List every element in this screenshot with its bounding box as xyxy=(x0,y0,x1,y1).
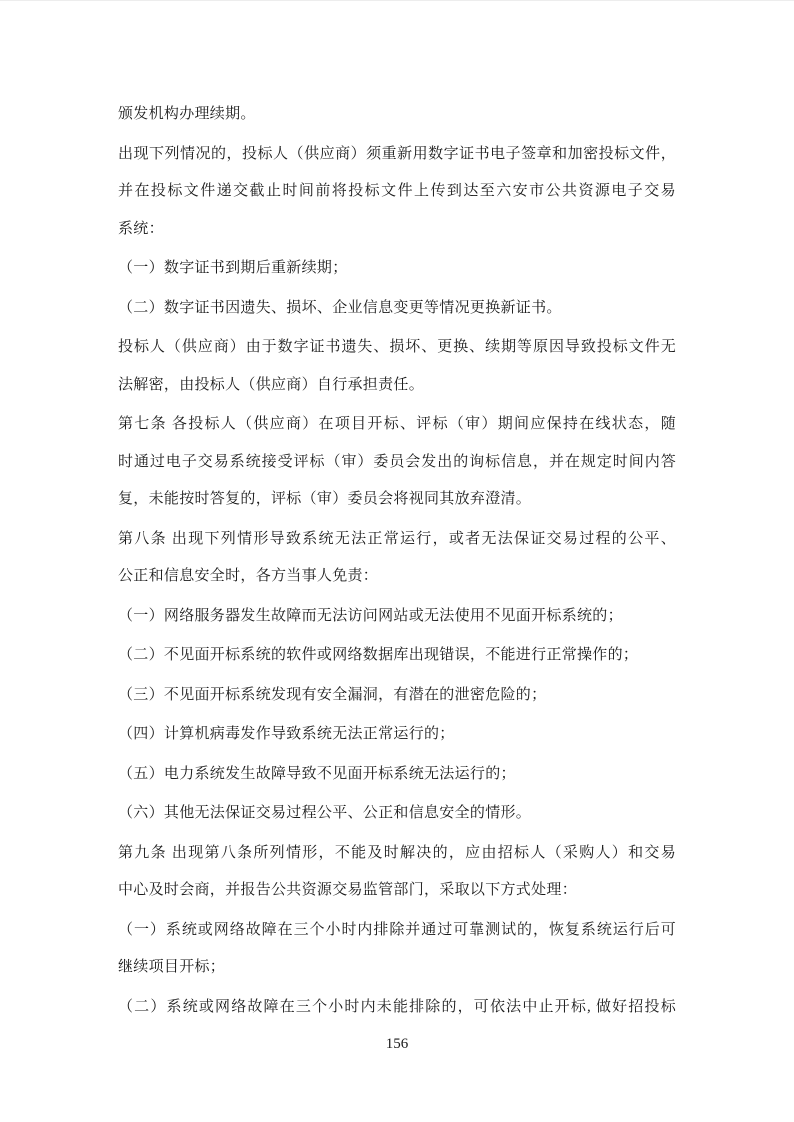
text-line: （一）数字证书到期后重新续期； xyxy=(118,260,348,276)
text-line: 时通过电子交易系统接受评标（审）委员会发出的询标信息，并在规定时间内答 xyxy=(118,453,676,470)
paragraph xyxy=(118,250,676,288)
paragraph xyxy=(118,290,676,328)
text-line: 投标人（供应商）由于数字证书遗失、损坏、更换、续期等原因导致投标文件无 xyxy=(118,339,676,355)
text-line: 第七条 各投标人（供应商）在项目开标、评标（审）期间应保持在线状态，随 xyxy=(118,416,676,432)
text-line: 出现下列情况的，投标人（供应商）须重新用数字证书电子签章和加密投标文件， xyxy=(118,145,676,162)
text-line: （二）系统或网络故障在三个小时内未能排除的，可依法中止开标, 做好招投标 xyxy=(118,998,676,1015)
text-line: 法解密，由投标人（供应商）自行承担责任。 xyxy=(118,376,425,393)
paragraph xyxy=(118,677,676,715)
paragraph xyxy=(118,756,676,794)
text-line: 并在投标文件递交截止时间前将投标文件上传到达至六安市公共资源电子交易 xyxy=(118,183,676,199)
text-line: 第八条 出现下列情形导致系统无法正常运行，或者无法保证交易过程的公平、 xyxy=(118,530,676,547)
paragraph xyxy=(118,912,676,987)
text-line: 第九条 出现第八条所列情形，不能及时解决的，应由招标人（采购人）和交易 xyxy=(118,844,676,861)
text-line: 公正和信息安全时，各方当事人免责： xyxy=(118,568,379,584)
text-line: （一）网络服务器发生故障而无法访问网站或无法使用不见面开标系统的； xyxy=(118,607,623,624)
paragraph xyxy=(118,136,676,249)
text-line: 颁发机构办理续期。 xyxy=(118,106,256,122)
text-line: 中心及时会商，并报告公共资源交易监管部门，采取以下方式处理： xyxy=(118,882,578,898)
document-body xyxy=(118,96,676,1026)
paragraph xyxy=(118,637,676,675)
paragraph xyxy=(118,598,676,636)
text-line: （六）其他无法保证交易过程公平、公正和信息安全的情形。 xyxy=(118,805,532,821)
text-line: （二）不见面开标系统的软件或网络数据库出现错误，不能进行正常操作的； xyxy=(118,647,639,663)
paragraph xyxy=(118,521,676,596)
paragraph xyxy=(118,989,676,1027)
text-line: （一）系统或网络故障在三个小时内排除并通过可靠测试的，恢复系统运行后可 xyxy=(118,921,676,938)
text-line: （二）数字证书因遗失、损坏、企业信息变更等情况更换新证书。 xyxy=(118,299,562,316)
paragraph xyxy=(118,716,676,754)
text-line: 继续项目开标； xyxy=(118,959,226,975)
paragraph xyxy=(118,795,676,833)
text-line: 复，未能按时答复的，评标（审）委员会将视同其放弃澄清。 xyxy=(118,491,532,507)
text-line: （四）计算机病毒发作导致系统无法正常运行的； xyxy=(118,726,455,742)
paragraph xyxy=(118,96,676,134)
paragraph xyxy=(118,329,676,404)
text-line: 系统： xyxy=(118,220,164,237)
paragraph xyxy=(118,835,676,910)
page-number: 156 xyxy=(385,1036,409,1052)
text-line: （五）电力系统发生故障导致不见面开标系统无法运行的； xyxy=(118,765,516,782)
paragraph xyxy=(118,406,676,519)
text-line: （三）不见面开标系统发现有安全漏洞，有潜在的泄密危险的； xyxy=(118,686,547,703)
